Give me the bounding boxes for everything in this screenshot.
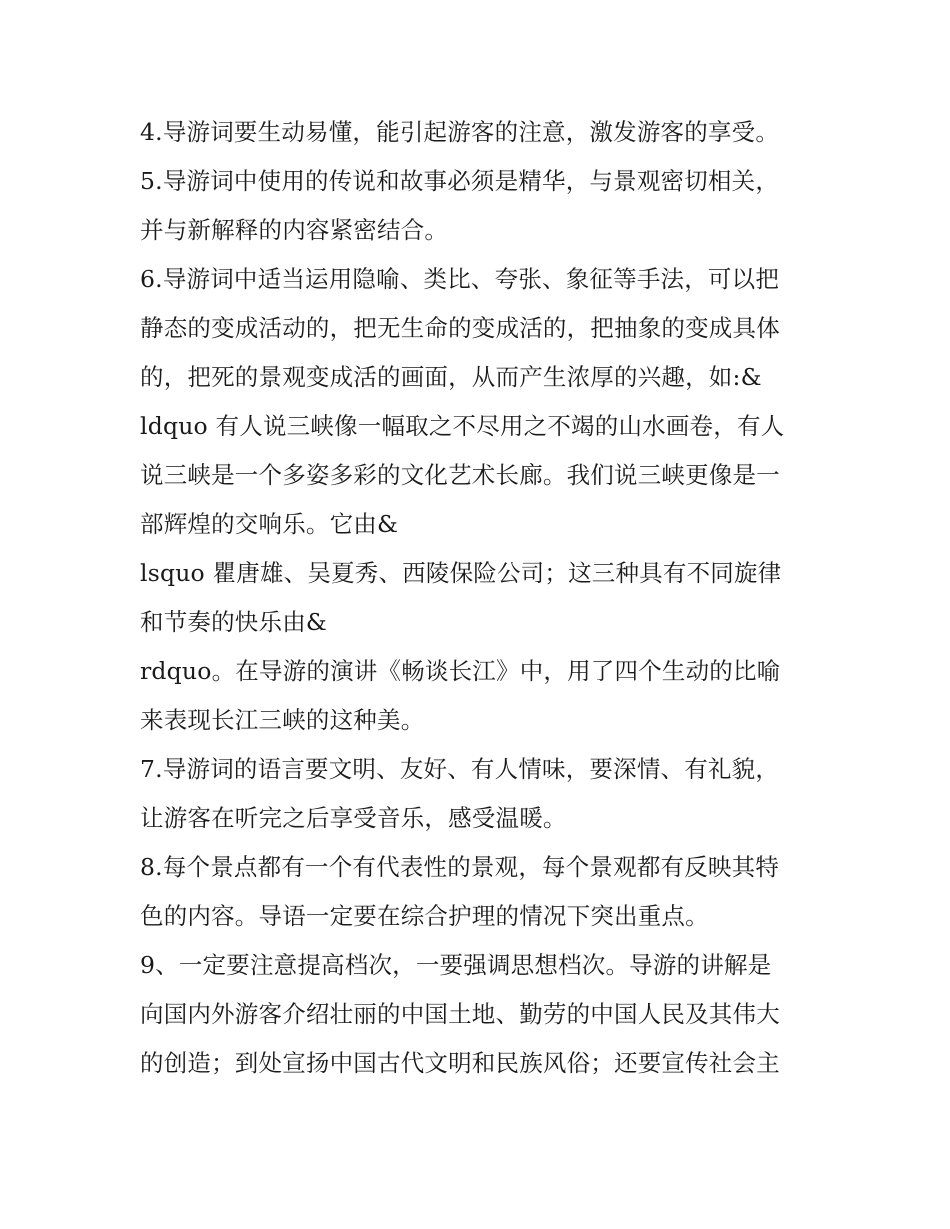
text-line: 并与新解释的内容紧密结合。 [140, 216, 449, 244]
text-line: 的创造；到处宣扬中国古代文明和民族风俗；还要宣传社会主 [140, 1049, 780, 1077]
text-line: 部辉煌的交响乐。它由& [140, 510, 399, 538]
text-line: 5.导游词中使用的传说和故事必须是精华，与景观密切相关， [140, 167, 780, 195]
text-line: lsquo 瞿唐雄、吴夏秀、西陵保险公司；这三种具有不同旋律 [140, 559, 782, 587]
text-line: 6.导游词中适当运用隐喻、类比、夸张、象征等手法，可以把 [140, 265, 780, 293]
text-line: 9、一定要注意提高档次，一要强调思想档次。导游的讲解是 [140, 951, 772, 979]
text-line: rdquo。在导游的演讲《畅谈长江》中，用了四个生动的比喻 [140, 657, 781, 685]
text-line: 和节奏的快乐由& [140, 608, 328, 636]
text-line: 向国内外游客介绍壮丽的中国土地、勤劳的中国人民及其伟大 [140, 1000, 780, 1028]
text-line: 静态的变成活动的，把无生命的变成活的，把抽象的变成具体 [140, 314, 780, 342]
text-line: 4.导游词要生动易懂，能引起游客的注意，激发游客的享受。 [140, 118, 780, 146]
text-line: 的，把死的景观变成活的画面，从而产生浓厚的兴趣，如:& [140, 363, 762, 391]
document-page [140, 108, 830, 1088]
text-line: ldquo 有人说三峡像一幅取之不尽用之不竭的山水画卷，有人 [140, 412, 785, 440]
text-line: 8.每个景点都有一个有代表性的景观，每个景观都有反映其特 [140, 853, 780, 881]
text-line: 7.导游词的语言要文明、友好、有人情味，要深情、有礼貌， [140, 755, 780, 783]
text-line: 色的内容。导语一定要在综合护理的情况下突出重点。 [140, 902, 709, 930]
text-line: 来表现长江三峡的这种美。 [140, 706, 425, 734]
text-line: 让游客在听完之后享受音乐，感受温暖。 [140, 804, 567, 832]
text-line: 说三峡是一个多姿多彩的文化艺术长廊。我们说三峡更像是一 [140, 461, 780, 489]
